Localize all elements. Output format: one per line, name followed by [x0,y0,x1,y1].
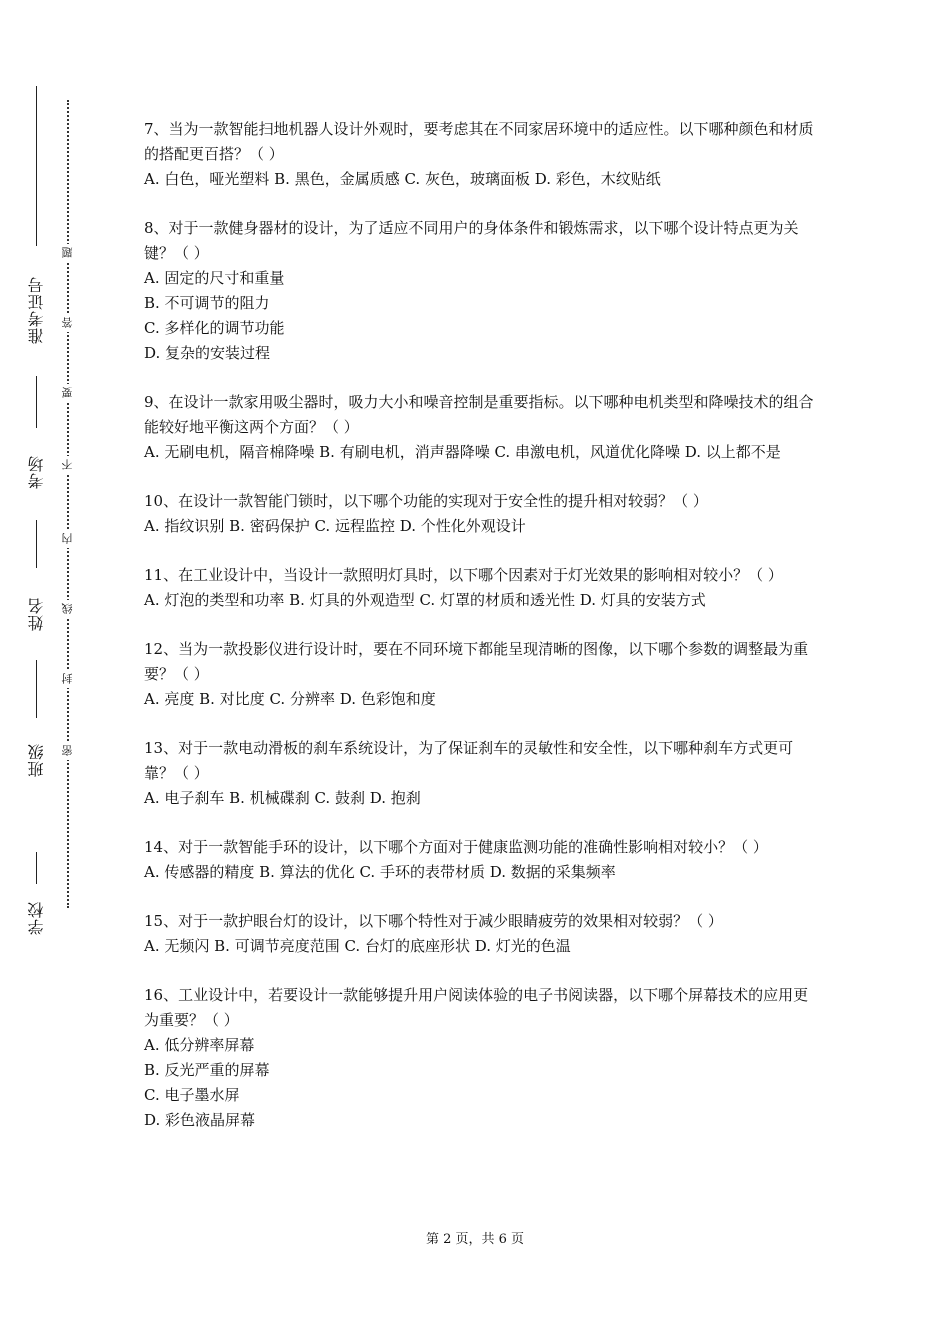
question-options: A. 传感器的精度 B. 算法的优化 C. 手环的表带材质 D. 数据的采集频率 [144,863,616,881]
question-15 [144,909,814,959]
option-b: B. 反光严重的屏幕 [144,1061,270,1079]
question-13 [144,736,814,811]
question-options: A. 白色，哑光塑料 B. 黑色，金属质感 C. 灰色，玻璃面板 D. 彩色，木纹贴纸 [144,170,661,188]
question-text: 11、在工业设计中，当设计一款照明灯具时，以下哪个因素对于灯光效果的影响相对较小？（ ） [144,566,783,584]
question-options: A. 电子刹车 B. 机械碟刹 C. 鼓刹 D. 抱刹 [144,789,421,807]
exam-number-label: 准考证号 [27,276,46,344]
school-field [22,852,52,952]
school-label: 学校 [27,901,46,935]
question-text: 14、对于一款智能手环的设计，以下哪个方面对于健康监测功能的准确性影响相对较小？（ ） [144,838,768,856]
exam-room-label: 考场 [27,455,46,489]
seal-char: 线 [59,600,75,618]
question-options: A. 无频闪 B. 可调节亮度范围 C. 台灯的底座形状 D. 灯光的色温 [144,937,571,955]
seal-char: 密 [59,742,75,760]
name-field [22,520,52,656]
option-b: B. 不可调节的阻力 [144,294,270,312]
question-text: 13、对于一款电动滑板的刹车系统设计，为了保证刹车的灵敏性和安全性，以下哪种刹车方式更可靠？（ ） [144,739,794,782]
option-c: C. 多样化的调节功能 [144,319,285,337]
question-options: A. 指纹识别 B. 密码保护 C. 远程监控 D. 个性化外观设计 [144,517,526,535]
option-c: C. 电子墨水屏 [144,1086,240,1104]
option-d: D. 彩色液晶屏幕 [144,1111,256,1129]
question-options: A. 亮度 B. 对比度 C. 分辨率 D. 色彩饱和度 [144,690,436,708]
question-text: 7、当为一款智能扫地机器人设计外观时，要考虑其在不同家居环境中的适应性。以下哪种颜色和材质的搭配更百搭？（ ） [144,120,814,163]
class-label: 班级 [27,743,46,777]
binding-margin [0,0,100,1344]
question-7 [144,117,814,192]
exam-number-field [22,86,52,374]
seal-char: 题 [59,244,75,262]
question-text: 8、对于一款健身器材的设计，为了适应不同用户的身体条件和锻炼需求，以下哪个设计特点更为关键？（ ） [144,219,799,262]
class-field [22,660,52,850]
seal-char: 内 [59,530,75,548]
question-text: 15、对于一款护眼台灯的设计，以下哪个特性对于减少眼睛疲劳的效果相对较弱？（ ） [144,912,723,930]
seal-char: 答 [59,314,75,332]
seal-char: 封 [59,670,75,688]
option-d: D. 复杂的安装过程 [144,344,271,362]
option-a: A. 固定的尺寸和重量 [144,269,285,287]
page-footer: 第 2 页，共 6 页 [425,1232,525,1247]
exam-room-field [22,376,52,516]
question-16 [144,983,814,1133]
question-options: A. 无刷电机，隔音棉降噪 B. 有刷电机，消声器降噪 C. 串激电机，风道优化降噪 D. 以上都不是 [144,443,781,461]
seal-char: 要 [59,384,75,402]
question-text: 16、工业设计中，若要设计一款能够提升用户阅读体验的电子书阅读器，以下哪个屏幕技术的应用更为重要？（ ） [144,986,809,1029]
question-text: 12、当为一款投影仪进行设计时，要在不同环境下都能呈现清晰的图像，以下哪个参数的调整最为重要？（ ） [144,640,809,683]
seal-dotted-line [67,100,69,908]
question-options: A. 灯泡的类型和功率 B. 灯具的外观造型 C. 灯罩的材质和透光性 D. 灯具的安装方式 [144,591,706,609]
option-a: A. 低分辨率屏幕 [144,1036,255,1054]
question-10 [144,489,814,539]
question-list [144,117,814,1157]
question-text: 10、在设计一款智能门锁时，以下哪个功能的实现对于安全性的提升相对较弱？（ ） [144,492,708,510]
question-12 [144,637,814,712]
question-text: 9、在设计一款家用吸尘器时，吸力大小和噪音控制是重要指标。以下哪种电机类型和降噪技术的组合能较好地平衡这两个方面？（ ） [144,393,814,436]
question-11 [144,563,814,613]
question-9 [144,390,814,465]
seal-char: 不 [59,456,75,474]
question-14 [144,835,814,885]
question-8 [144,216,814,366]
name-label: 姓名 [27,597,46,631]
